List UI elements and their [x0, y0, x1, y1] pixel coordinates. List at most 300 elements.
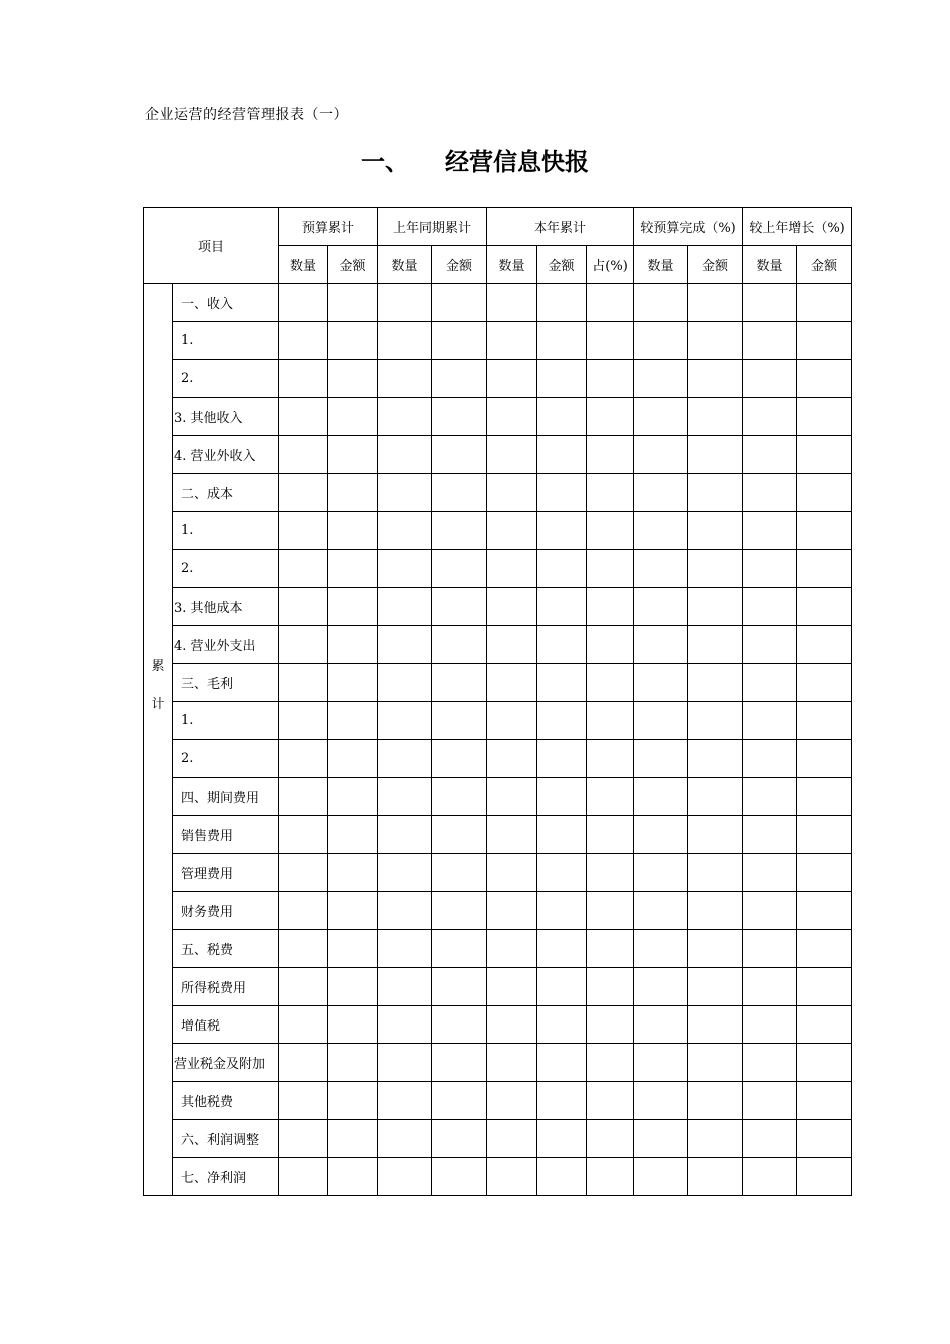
table-cell[interactable] — [432, 1082, 487, 1120]
table-cell[interactable] — [688, 1006, 743, 1044]
table-cell[interactable] — [587, 664, 634, 702]
row-label: 2. — [173, 740, 279, 778]
table-cell[interactable] — [432, 284, 487, 322]
table-cell[interactable] — [328, 1006, 378, 1044]
table-cell[interactable] — [688, 968, 743, 1006]
table-cell[interactable] — [487, 1120, 537, 1158]
table-cell[interactable] — [328, 474, 378, 512]
table-cell[interactable] — [432, 398, 487, 436]
table-cell[interactable] — [587, 436, 634, 474]
table-cell[interactable] — [688, 626, 743, 664]
table-cell[interactable] — [587, 474, 634, 512]
table-cell[interactable] — [688, 1120, 743, 1158]
table-cell[interactable] — [587, 892, 634, 930]
table-cell[interactable] — [797, 284, 852, 322]
table-cell[interactable] — [432, 930, 487, 968]
table-cell[interactable] — [688, 1044, 743, 1082]
table-cell[interactable] — [279, 398, 328, 436]
sub-header: 数量 — [378, 246, 432, 284]
table-cell[interactable] — [537, 588, 587, 626]
table-cell[interactable] — [688, 778, 743, 816]
table-cell[interactable] — [279, 778, 328, 816]
side-label — [144, 284, 173, 1196]
table-cell[interactable] — [328, 1158, 378, 1196]
table-cell[interactable] — [432, 1120, 487, 1158]
document-caption: 企业运营的经营管理报表（一） — [145, 107, 348, 123]
table-cell[interactable] — [328, 626, 378, 664]
table-cell[interactable] — [328, 284, 378, 322]
table-cell[interactable] — [432, 892, 487, 930]
table-cell[interactable] — [328, 740, 378, 778]
table-cell[interactable] — [688, 322, 743, 360]
table-cell[interactable] — [378, 284, 432, 322]
table-cell[interactable] — [797, 1158, 852, 1196]
table-cell[interactable] — [743, 474, 797, 512]
table-cell[interactable] — [797, 664, 852, 702]
table-cell[interactable] — [487, 892, 537, 930]
table-cell[interactable] — [587, 968, 634, 1006]
table-cell[interactable] — [279, 664, 328, 702]
table-cell[interactable] — [432, 360, 487, 398]
table-row — [144, 968, 852, 1006]
table-cell[interactable] — [634, 550, 688, 588]
table-cell[interactable] — [587, 398, 634, 436]
table-cell[interactable] — [537, 664, 587, 702]
table-cell[interactable] — [432, 436, 487, 474]
table-cell[interactable] — [587, 1120, 634, 1158]
table-cell[interactable] — [432, 740, 487, 778]
table-cell[interactable] — [328, 702, 378, 740]
table-cell[interactable] — [587, 702, 634, 740]
table-cell[interactable] — [328, 360, 378, 398]
table-cell[interactable] — [487, 398, 537, 436]
table-cell[interactable] — [279, 626, 328, 664]
table-cell[interactable] — [634, 968, 688, 1006]
table-row — [144, 550, 852, 588]
table-cell[interactable] — [328, 1044, 378, 1082]
table-cell[interactable] — [587, 360, 634, 398]
table-cell[interactable] — [328, 1120, 378, 1158]
table-cell[interactable] — [688, 436, 743, 474]
table-cell[interactable] — [634, 702, 688, 740]
table-cell[interactable] — [587, 1082, 634, 1120]
table-cell[interactable] — [743, 550, 797, 588]
table-cell[interactable] — [378, 588, 432, 626]
table-cell[interactable] — [432, 968, 487, 1006]
table-cell[interactable] — [432, 512, 487, 550]
table-cell[interactable] — [432, 588, 487, 626]
table-cell[interactable] — [743, 892, 797, 930]
table-cell[interactable] — [688, 740, 743, 778]
sub-header: 数量 — [279, 246, 328, 284]
table-cell[interactable] — [279, 930, 328, 968]
table-cell[interactable] — [797, 740, 852, 778]
table-cell[interactable] — [432, 322, 487, 360]
table-cell[interactable] — [432, 550, 487, 588]
table-cell[interactable] — [537, 512, 587, 550]
table-cell[interactable] — [279, 892, 328, 930]
table-cell[interactable] — [378, 778, 432, 816]
table-row — [144, 588, 852, 626]
table-cell[interactable] — [587, 778, 634, 816]
table-cell[interactable] — [634, 930, 688, 968]
table-cell[interactable] — [743, 930, 797, 968]
table-cell[interactable] — [634, 778, 688, 816]
table-cell[interactable] — [634, 360, 688, 398]
table-cell[interactable] — [432, 626, 487, 664]
table-cell[interactable] — [537, 968, 587, 1006]
table-cell[interactable] — [688, 930, 743, 968]
sub-header: 数量 — [487, 246, 537, 284]
table-cell[interactable] — [587, 816, 634, 854]
table-cell[interactable] — [743, 702, 797, 740]
table-cell[interactable] — [487, 1006, 537, 1044]
table-cell[interactable] — [587, 854, 634, 892]
table-cell[interactable] — [432, 816, 487, 854]
table-cell[interactable] — [743, 1120, 797, 1158]
table-cell[interactable] — [797, 436, 852, 474]
table-cell[interactable] — [537, 1006, 587, 1044]
table-cell[interactable] — [797, 512, 852, 550]
table-cell[interactable] — [634, 512, 688, 550]
table-cell[interactable] — [743, 588, 797, 626]
table-cell[interactable] — [688, 1082, 743, 1120]
table-cell[interactable] — [797, 816, 852, 854]
table-cell[interactable] — [587, 284, 634, 322]
row-label: 财务费用 — [173, 892, 279, 930]
table-cell[interactable] — [328, 512, 378, 550]
table-cell[interactable] — [587, 550, 634, 588]
table-row — [144, 702, 852, 740]
page-title — [0, 142, 950, 177]
table-cell[interactable] — [537, 816, 587, 854]
table-cell[interactable] — [487, 854, 537, 892]
table-cell[interactable] — [378, 1082, 432, 1120]
table-cell[interactable] — [432, 1044, 487, 1082]
table-row — [144, 854, 852, 892]
table-cell[interactable] — [634, 740, 688, 778]
table-cell[interactable] — [688, 512, 743, 550]
table-cell[interactable] — [634, 284, 688, 322]
table-cell[interactable] — [432, 1006, 487, 1044]
table-cell[interactable] — [743, 360, 797, 398]
table-cell[interactable] — [587, 1158, 634, 1196]
table-cell[interactable] — [378, 512, 432, 550]
header-row-groups — [144, 208, 852, 246]
table-cell[interactable] — [634, 398, 688, 436]
table-cell[interactable] — [587, 1044, 634, 1082]
table-cell[interactable] — [279, 1082, 328, 1120]
table-cell[interactable] — [378, 854, 432, 892]
table-cell[interactable] — [487, 1044, 537, 1082]
table-cell[interactable] — [797, 360, 852, 398]
table-cell[interactable] — [279, 1120, 328, 1158]
table-cell[interactable] — [378, 968, 432, 1006]
table-cell[interactable] — [487, 550, 537, 588]
table-cell[interactable] — [378, 930, 432, 968]
row-label: 1. — [173, 322, 279, 360]
table-cell[interactable] — [634, 664, 688, 702]
table-cell[interactable] — [432, 1158, 487, 1196]
table-cell[interactable] — [634, 474, 688, 512]
table-cell[interactable] — [797, 1044, 852, 1082]
table-cell[interactable] — [688, 588, 743, 626]
table-cell[interactable] — [487, 778, 537, 816]
table-cell[interactable] — [487, 664, 537, 702]
table-cell[interactable] — [688, 550, 743, 588]
table-cell[interactable] — [279, 1006, 328, 1044]
table-cell[interactable] — [688, 284, 743, 322]
table-cell[interactable] — [328, 398, 378, 436]
table-row — [144, 1082, 852, 1120]
row-label: 管理费用 — [173, 854, 279, 892]
table-cell[interactable] — [797, 474, 852, 512]
table-cell[interactable] — [279, 322, 328, 360]
table-cell[interactable] — [797, 930, 852, 968]
table-cell[interactable] — [487, 930, 537, 968]
table-cell[interactable] — [587, 322, 634, 360]
table-cell[interactable] — [378, 1120, 432, 1158]
table-cell[interactable] — [743, 436, 797, 474]
table-cell[interactable] — [537, 360, 587, 398]
table-cell[interactable] — [537, 550, 587, 588]
table-cell[interactable] — [432, 702, 487, 740]
table-cell[interactable] — [743, 512, 797, 550]
table-cell[interactable] — [634, 1006, 688, 1044]
table-cell[interactable] — [378, 322, 432, 360]
table-cell[interactable] — [743, 1082, 797, 1120]
table-cell[interactable] — [634, 626, 688, 664]
table-cell[interactable] — [688, 892, 743, 930]
table-cell[interactable] — [279, 512, 328, 550]
table-cell[interactable] — [688, 398, 743, 436]
report-table — [143, 207, 852, 1196]
table-cell[interactable] — [743, 968, 797, 1006]
row-label: 1. — [173, 512, 279, 550]
table-cell[interactable] — [378, 816, 432, 854]
table-cell[interactable] — [587, 1006, 634, 1044]
table-cell[interactable] — [587, 930, 634, 968]
table-cell[interactable] — [743, 816, 797, 854]
table-cell[interactable] — [797, 968, 852, 1006]
table-cell[interactable] — [634, 1044, 688, 1082]
table-cell[interactable] — [487, 1082, 537, 1120]
table-cell[interactable] — [688, 1158, 743, 1196]
table-cell[interactable] — [487, 702, 537, 740]
group-header: 上年同期累计 — [378, 208, 487, 246]
table-cell[interactable] — [743, 322, 797, 360]
table-cell[interactable] — [797, 1082, 852, 1120]
table-cell[interactable] — [378, 1006, 432, 1044]
table-cell[interactable] — [688, 664, 743, 702]
table-row — [144, 930, 852, 968]
table-cell[interactable] — [634, 588, 688, 626]
table-cell[interactable] — [743, 740, 797, 778]
table-cell[interactable] — [797, 854, 852, 892]
table-cell[interactable] — [634, 816, 688, 854]
table-cell[interactable] — [537, 1120, 587, 1158]
table-cell[interactable] — [688, 474, 743, 512]
table-cell[interactable] — [328, 588, 378, 626]
table-cell[interactable] — [587, 588, 634, 626]
table-cell[interactable] — [743, 1158, 797, 1196]
table-cell[interactable] — [537, 1082, 587, 1120]
table-cell[interactable] — [487, 968, 537, 1006]
table-cell[interactable] — [378, 740, 432, 778]
table-row — [144, 1044, 852, 1082]
table-cell[interactable] — [279, 550, 328, 588]
table-cell[interactable] — [797, 398, 852, 436]
table-row — [144, 740, 852, 778]
table-cell[interactable] — [537, 702, 587, 740]
table-cell[interactable] — [743, 1044, 797, 1082]
table-cell[interactable] — [279, 360, 328, 398]
table-cell[interactable] — [537, 436, 587, 474]
table-cell[interactable] — [797, 322, 852, 360]
table-cell[interactable] — [279, 474, 328, 512]
sub-header: 数量 — [634, 246, 688, 284]
title-number: 一、 — [361, 148, 409, 176]
table-cell[interactable] — [743, 854, 797, 892]
table-cell[interactable] — [537, 854, 587, 892]
table-cell[interactable] — [328, 854, 378, 892]
table-cell[interactable] — [279, 1044, 328, 1082]
table-cell[interactable] — [487, 626, 537, 664]
table-cell[interactable] — [432, 778, 487, 816]
table-cell[interactable] — [537, 474, 587, 512]
table-cell[interactable] — [537, 740, 587, 778]
table-cell[interactable] — [279, 816, 328, 854]
table-cell[interactable] — [743, 398, 797, 436]
table-cell[interactable] — [688, 854, 743, 892]
table-cell[interactable] — [634, 436, 688, 474]
table-cell[interactable] — [537, 284, 587, 322]
table-cell[interactable] — [378, 1044, 432, 1082]
row-label: 销售费用 — [173, 816, 279, 854]
table-cell[interactable] — [328, 892, 378, 930]
table-cell[interactable] — [688, 816, 743, 854]
table-cell[interactable] — [634, 892, 688, 930]
table-cell[interactable] — [487, 740, 537, 778]
table-cell[interactable] — [797, 626, 852, 664]
table-cell[interactable] — [487, 360, 537, 398]
table-cell[interactable] — [587, 740, 634, 778]
table-cell[interactable] — [487, 816, 537, 854]
table-cell[interactable] — [328, 1082, 378, 1120]
table-cell[interactable] — [279, 740, 328, 778]
table-cell[interactable] — [537, 626, 587, 664]
table-cell[interactable] — [328, 968, 378, 1006]
table-cell[interactable] — [634, 1158, 688, 1196]
table-cell[interactable] — [487, 474, 537, 512]
table-cell[interactable] — [487, 1158, 537, 1196]
item-header: 项目 — [144, 208, 279, 284]
table-cell[interactable] — [279, 1158, 328, 1196]
table-cell[interactable] — [378, 436, 432, 474]
table-cell[interactable] — [797, 892, 852, 930]
table-cell[interactable] — [487, 588, 537, 626]
table-cell[interactable] — [432, 664, 487, 702]
table-cell[interactable] — [487, 436, 537, 474]
report-body — [144, 284, 852, 1196]
sub-header: 金额 — [328, 246, 378, 284]
group-header: 较上年增长（%) — [743, 208, 852, 246]
table-cell[interactable] — [487, 512, 537, 550]
table-cell[interactable] — [378, 892, 432, 930]
table-cell[interactable] — [537, 892, 587, 930]
table-cell[interactable] — [587, 512, 634, 550]
table-cell[interactable] — [378, 474, 432, 512]
table-cell[interactable] — [797, 1006, 852, 1044]
table-cell[interactable] — [634, 322, 688, 360]
table-cell[interactable] — [743, 1006, 797, 1044]
table-cell[interactable] — [634, 854, 688, 892]
table-cell[interactable] — [537, 1044, 587, 1082]
table-cell[interactable] — [328, 930, 378, 968]
table-cell[interactable] — [537, 322, 587, 360]
table-cell[interactable] — [537, 930, 587, 968]
table-cell[interactable] — [537, 398, 587, 436]
table-cell[interactable] — [743, 626, 797, 664]
table-cell[interactable] — [279, 968, 328, 1006]
table-cell[interactable] — [378, 702, 432, 740]
table-cell[interactable] — [634, 1082, 688, 1120]
table-cell[interactable] — [378, 1158, 432, 1196]
table-cell[interactable] — [743, 778, 797, 816]
table-cell[interactable] — [487, 284, 537, 322]
table-cell[interactable] — [537, 778, 587, 816]
table-cell[interactable] — [328, 816, 378, 854]
table-cell[interactable] — [328, 322, 378, 360]
table-cell[interactable] — [432, 854, 487, 892]
table-cell[interactable] — [487, 322, 537, 360]
table-cell[interactable] — [378, 626, 432, 664]
group-header: 预算累计 — [279, 208, 378, 246]
row-label: 增值税 — [173, 1006, 279, 1044]
table-cell[interactable] — [743, 284, 797, 322]
table-cell[interactable] — [688, 702, 743, 740]
table-cell[interactable] — [797, 550, 852, 588]
table-cell[interactable] — [328, 550, 378, 588]
table-cell[interactable] — [328, 664, 378, 702]
table-cell[interactable] — [743, 664, 797, 702]
table-cell[interactable] — [797, 1120, 852, 1158]
table-cell[interactable] — [279, 284, 328, 322]
table-cell[interactable] — [634, 1120, 688, 1158]
table-cell[interactable] — [432, 474, 487, 512]
table-cell[interactable] — [797, 702, 852, 740]
table-cell[interactable] — [537, 1158, 587, 1196]
table-row — [144, 626, 852, 664]
row-label: 七、净利润 — [173, 1158, 279, 1196]
table-cell[interactable] — [688, 360, 743, 398]
table-cell[interactable] — [279, 436, 328, 474]
table-row — [144, 436, 852, 474]
table-cell[interactable] — [587, 626, 634, 664]
table-cell[interactable] — [378, 360, 432, 398]
table-cell[interactable] — [797, 588, 852, 626]
row-label: 三、毛利 — [173, 664, 279, 702]
table-cell[interactable] — [378, 398, 432, 436]
table-cell[interactable] — [328, 778, 378, 816]
table-cell[interactable] — [279, 588, 328, 626]
table-cell[interactable] — [378, 550, 432, 588]
table-cell[interactable] — [328, 436, 378, 474]
table-cell[interactable] — [279, 854, 328, 892]
table-cell[interactable] — [279, 702, 328, 740]
table-cell[interactable] — [797, 778, 852, 816]
table-cell[interactable] — [378, 664, 432, 702]
